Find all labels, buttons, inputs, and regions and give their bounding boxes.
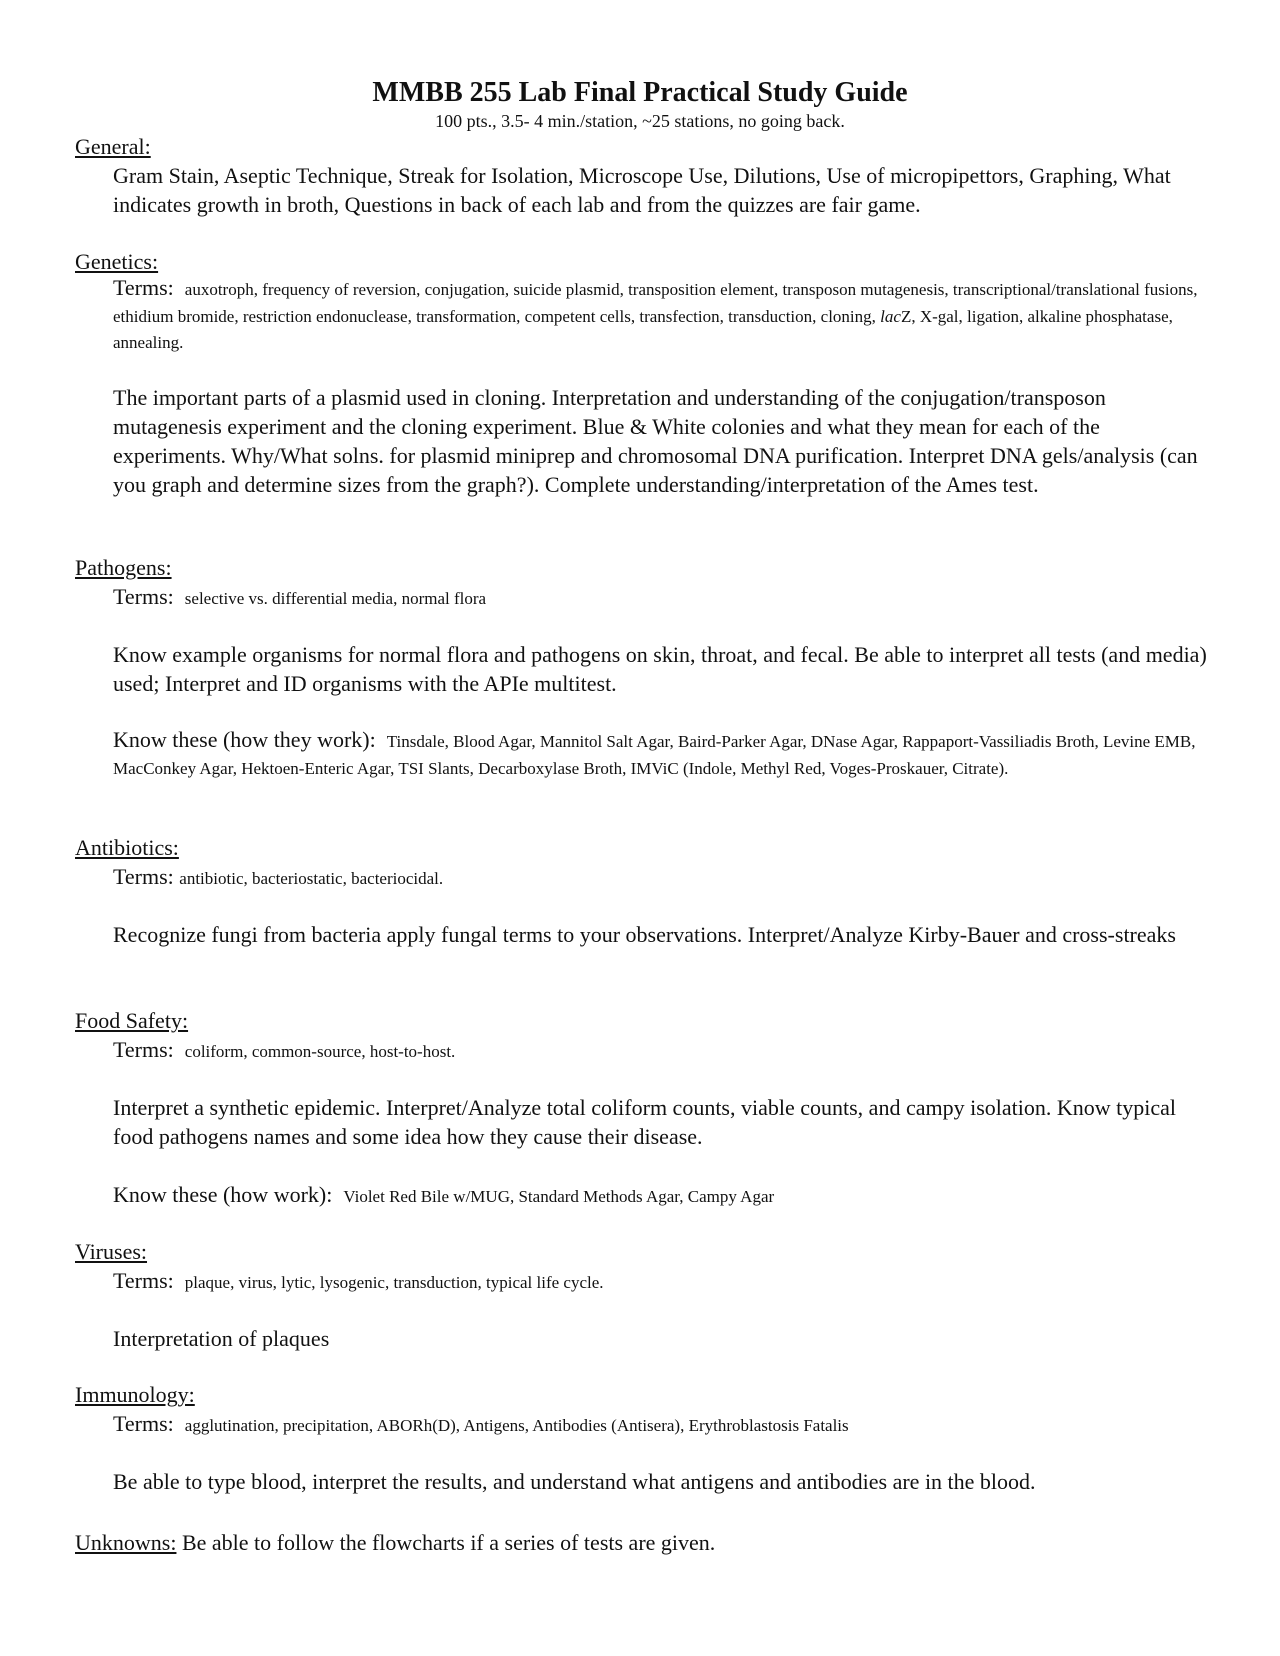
food-safety-know-list: Violet Red Bile w/MUG, Standard Methods Agar, Campy Agar — [343, 1187, 775, 1206]
genetics-terms-label: Terms: — [113, 275, 174, 300]
genetics-terms-italic: lac — [880, 306, 901, 326]
antibiotics-terms — [113, 862, 1213, 893]
genetics-terms — [113, 276, 1213, 356]
unknowns-text: Be able to follow the flowcharts if a series of tests are given. — [181, 1530, 716, 1555]
general-text: Gram Stain, Aseptic Technique, Streak for Isolation, Microscope Use, Dilutions, Use of micropipettors, Graphing, What indicates growth in broth, Questions in back of each lab and from the quizzes are fair game. — [113, 163, 1171, 217]
antibiotics-terms-label: Terms: — [113, 864, 174, 889]
section-heading-genetics: Genetics: — [75, 249, 159, 274]
viruses-terms-list: plaque, virus, lytic, lysogenic, transduction, typical life cycle. — [184, 1273, 604, 1292]
genetics-terms-list-start: auxotroph, frequency of reversion, conjugation, suicide plasmid, transposition element, transposon mutagenesis, transcriptional/translational fusions, ethidium bromide, restriction endonuclease, transformation, competent cells, transfection, transduction, cloning, — [113, 280, 1198, 326]
viruses-terms — [113, 1266, 1213, 1297]
food-safety-paragraph: Interpret a synthetic epidemic. Interpret/Analyze total coliform counts, viable counts, and campy isolation. Know typical food pathogens names and some idea how they cause their disease. — [113, 1095, 1177, 1149]
pathogens-terms-label: Terms: — [113, 584, 174, 609]
food-safety-know-these — [113, 1180, 1213, 1211]
food-safety-know-label: Know these (how work): — [113, 1182, 333, 1207]
food-safety-terms-label: Terms: — [113, 1037, 174, 1062]
section-heading-immunology: Immunology: — [75, 1382, 195, 1407]
pathogens-know-label: Know these (how they work): — [113, 727, 376, 752]
unknowns-row — [75, 1530, 715, 1556]
food-safety-terms-list: coliform, common-source, host-to-host. — [184, 1042, 456, 1061]
immunology-terms-list: agglutination, precipitation, ABORh(D), Antigens, Antibodies (Antisera), Erythroblastosis Fatalis — [184, 1416, 849, 1435]
pathogens-terms-list: selective vs. differential media, normal flora — [184, 589, 487, 608]
antibiotics-terms-list: antibiotic, bacteriostatic, bacteriocidal. — [179, 869, 444, 888]
section-heading-pathogens: Pathogens: — [75, 555, 172, 580]
section-heading-food-safety: Food Safety: — [75, 1008, 189, 1033]
section-heading-viruses: Viruses: — [75, 1239, 148, 1264]
section-heading-general: General: — [75, 134, 151, 159]
pathogens-know-these — [113, 728, 1213, 781]
viruses-paragraph: Interpretation of plaques — [113, 1326, 330, 1351]
genetics-terms-list-end: Z, X-gal, ligation, alkaline phosphatase, annealing. — [113, 306, 1173, 352]
pathogens-know-list: Tinsdale, Blood Agar, Mannitol Salt Agar, Baird-Parker Agar, DNase Agar, Rappaport-Vassiliadis Broth, Levine EMB, MacConkey Agar, Hektoen-Enteric Agar, TSI Slants, Decarboxylase Broth, IMViC (Indole, Methyl Red, Voges-Proskauer, Citrate). — [113, 732, 1196, 778]
immunology-paragraph: Be able to type blood, interpret the results, and understand what antigens and antibodies are in the blood. — [113, 1469, 1036, 1494]
section-heading-unknowns: Unknowns: — [75, 1530, 177, 1555]
page-subtitle: 100 pts., 3.5- 4 min./station, ~25 stations, no going back. — [435, 111, 845, 131]
genetics-paragraph: The important parts of a plasmid used in cloning. Interpretation and understanding of the conjugation/transposon mutagenesis experiment and the cloning experiment. Blue & White colonies and what they mean for each of the experiments. Why/What solns. for plasmid miniprep and chromosomal DNA purification. Interpret DNA gels/analysis (can you graph and determine sizes from the graph?). Complete understanding/interpretation of the Ames test. — [113, 385, 1198, 497]
antibiotics-paragraph: Recognize fungi from bacteria apply fungal terms to your observations. Interpret/Analyze Kirby-Bauer and cross-streaks — [113, 922, 1176, 947]
page-title: MMBB 255 Lab Final Practical Study Guide — [372, 77, 908, 108]
immunology-terms-label: Terms: — [113, 1411, 174, 1436]
viruses-terms-label: Terms: — [113, 1268, 174, 1293]
food-safety-terms — [113, 1035, 1213, 1066]
section-heading-antibiotics: Antibiotics: — [75, 835, 179, 860]
pathogens-terms — [113, 582, 1213, 613]
pathogens-paragraph: Know example organisms for normal flora and pathogens on skin, throat, and fecal. Be able to interpret all tests (and media) used; Interpret and ID organisms with the APIe multitest. — [113, 642, 1207, 696]
immunology-terms — [113, 1409, 1213, 1440]
